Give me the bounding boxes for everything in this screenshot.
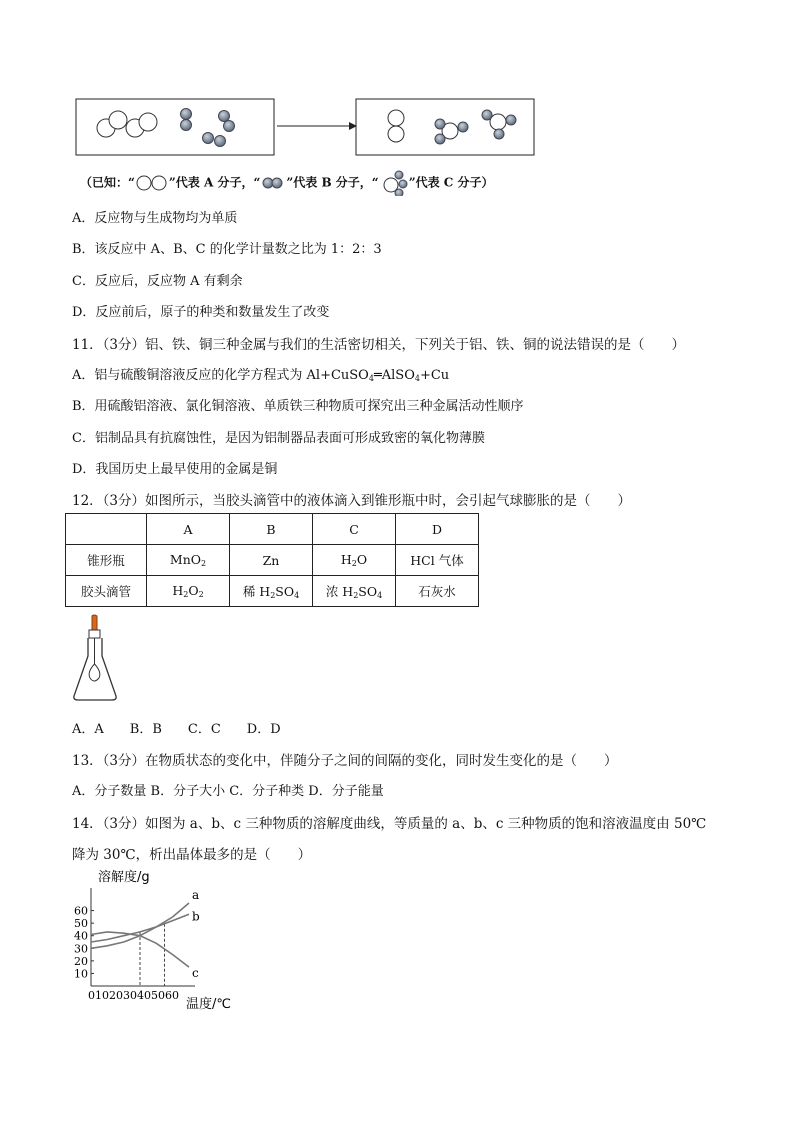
legend-a-icon bbox=[135, 175, 169, 191]
molecule-c-atom bbox=[490, 114, 506, 130]
cell-text: SO bbox=[358, 584, 378, 599]
molecule-a-atom bbox=[139, 113, 157, 131]
row-label: 锥形瓶 bbox=[66, 545, 147, 576]
molecule-b-atom bbox=[219, 111, 230, 122]
cell-text: O bbox=[188, 583, 199, 598]
table-cell bbox=[230, 576, 313, 607]
molecule-c-atom bbox=[435, 119, 445, 129]
header-cell bbox=[66, 514, 147, 545]
header-cell: C bbox=[313, 514, 396, 545]
molecule-a-atom bbox=[388, 126, 404, 142]
legend-prefix: （已知：“ bbox=[80, 175, 135, 190]
molecule-b-atom bbox=[181, 120, 192, 131]
header-cell: D bbox=[396, 514, 479, 545]
cell-text: 稀 H bbox=[242, 584, 271, 599]
legend-b-text: ”代表 B 分子，“ bbox=[286, 175, 379, 190]
dropper-bulb-icon bbox=[92, 615, 97, 630]
row-label: 胶头滴管 bbox=[66, 576, 147, 607]
cell-text: O bbox=[356, 552, 368, 567]
q11-stem: 11．（3分）铝、铁、铜三种金属与我们的生活密切相关，下列关于铝、铁、铜的说法错误的是（ ） bbox=[72, 337, 686, 353]
balloon-icon bbox=[89, 664, 100, 681]
q11-a-pre: A．铝与硫酸铜溶液反应的化学方程式为 Al+CuSO bbox=[72, 368, 369, 383]
q10-option-d: D．反应前后，原子的种类和数量发生了改变 bbox=[72, 305, 330, 320]
cell-sub: 2 bbox=[183, 590, 189, 599]
cell-text: 浓 H bbox=[325, 584, 354, 599]
table-cell: HCl 气体 bbox=[396, 545, 479, 576]
table-cell bbox=[313, 576, 396, 607]
legend-b-icon bbox=[260, 176, 286, 190]
molecule-b-atom bbox=[224, 121, 235, 132]
q10-option-c: C．反应后，反应物 A 有剩余 bbox=[72, 274, 243, 289]
stopper bbox=[89, 630, 100, 638]
table-cell: 石灰水 bbox=[396, 576, 479, 607]
molecule-c-atom bbox=[506, 115, 516, 125]
cell-text: SO bbox=[275, 584, 295, 599]
cell-sub: 2 bbox=[201, 559, 207, 568]
q10-option-b: B．该反应中 A、B、C 的化学计量数之比为 1：2：3 bbox=[72, 242, 382, 257]
cell-sub: 4 bbox=[377, 591, 383, 600]
q11-a-post: +Cu bbox=[419, 368, 450, 383]
y-tick-label: 40 bbox=[74, 929, 88, 943]
q11-option-a bbox=[72, 364, 449, 383]
legend-c-text: ”代表 C 分子） bbox=[408, 175, 494, 190]
series-label-c: c bbox=[192, 966, 199, 981]
cell-sub: 2 bbox=[353, 591, 359, 600]
q11-a-mid: ═AlSO bbox=[373, 368, 415, 383]
q11-option-c: C．铝制品具有抗腐蚀性，是因为铝制器品表面可形成致密的氧化物薄膜 bbox=[72, 431, 485, 446]
y-tick-label: 60 bbox=[74, 904, 88, 918]
series-line-a bbox=[91, 903, 189, 948]
header-cell: B bbox=[230, 514, 313, 545]
y-tick-label: 30 bbox=[74, 942, 88, 956]
molecule-c-atom bbox=[482, 110, 492, 120]
table-cell bbox=[313, 545, 396, 576]
q14-stem-line1: 14．（3分）如图为 a、b、c 三种物质的溶解度曲线，等质量的 a、b、c 三种物质的饱和溶液温度由 50℃ bbox=[72, 816, 707, 832]
molecule-a-atom bbox=[109, 111, 127, 129]
table-header-row bbox=[66, 514, 479, 545]
molecule-b-atom bbox=[203, 133, 214, 144]
cell-sub: 2 bbox=[198, 590, 204, 599]
series-label-a: a bbox=[192, 888, 200, 903]
series-label-b: b bbox=[192, 909, 200, 924]
q11-a-sub2: 4 bbox=[414, 374, 420, 383]
y-tick-label: 20 bbox=[74, 954, 88, 968]
q13-stem: 13．（3分）在物质状态的变化中，伴随分子之间的间隔的变化，同时发生变化的是（ ） bbox=[72, 753, 618, 769]
x-tick-labels: 0102030405060 bbox=[88, 989, 179, 1002]
cell-text: MnO bbox=[169, 552, 201, 567]
y-tick-label: 50 bbox=[74, 917, 88, 931]
q11-a-sub1: 4 bbox=[368, 374, 374, 383]
molecule-c-atom bbox=[435, 134, 445, 144]
molecule-b-atom bbox=[181, 109, 192, 120]
legend-a-text: ”代表 A 分子，“ bbox=[168, 175, 261, 190]
y-tick-label: 10 bbox=[74, 967, 88, 981]
y-axis-label: 溶解度/g bbox=[98, 870, 150, 885]
reaction-diagram bbox=[74, 98, 544, 160]
molecule-a-atom bbox=[388, 110, 404, 126]
q11-option-b: B．用硫酸铝溶液、氯化铜溶液、单质铁三种物质可探究出三种金属活动性顺序 bbox=[72, 399, 524, 414]
table-row bbox=[66, 545, 479, 576]
diagram-legend bbox=[80, 170, 494, 196]
legend-c-icon bbox=[379, 170, 409, 196]
table-cell bbox=[147, 576, 230, 607]
flask-apparatus bbox=[70, 614, 120, 702]
q12-answers: A．A B．B C．C D．D bbox=[72, 722, 281, 737]
table-row bbox=[66, 576, 479, 607]
cell-sub: 2 bbox=[351, 559, 357, 568]
q12-stem: 12．（3分）如图所示，当胶头滴管中的液体滴入到锥形瓶中时，会引起气球膨胀的是（ ） bbox=[72, 493, 632, 509]
molecule-c-atom bbox=[458, 122, 468, 132]
q11-option-d: D．我国历史上最早使用的金属是铜 bbox=[72, 462, 278, 477]
table-cell: Zn bbox=[230, 545, 313, 576]
q12-table bbox=[65, 513, 479, 607]
q14-stem-line2: 降为 30℃，析出晶体最多的是（ ） bbox=[72, 847, 312, 863]
table-cell bbox=[147, 545, 230, 576]
cell-sub: 4 bbox=[294, 591, 300, 600]
cell-text: H bbox=[172, 583, 184, 598]
molecule-b-atom bbox=[215, 136, 226, 147]
cell-sub: 2 bbox=[270, 591, 276, 600]
molecule-c-atom bbox=[494, 129, 504, 139]
solubility-chart bbox=[60, 868, 260, 1013]
q10-option-a: A．反应物与生成物均为单质 bbox=[72, 211, 238, 226]
q13-options: A．分子数量 B．分子大小 C．分子种类 D．分子能量 bbox=[72, 784, 384, 799]
x-axis-label: 温度/℃ bbox=[186, 997, 231, 1012]
cell-text: H bbox=[340, 552, 352, 567]
header-cell: A bbox=[147, 514, 230, 545]
